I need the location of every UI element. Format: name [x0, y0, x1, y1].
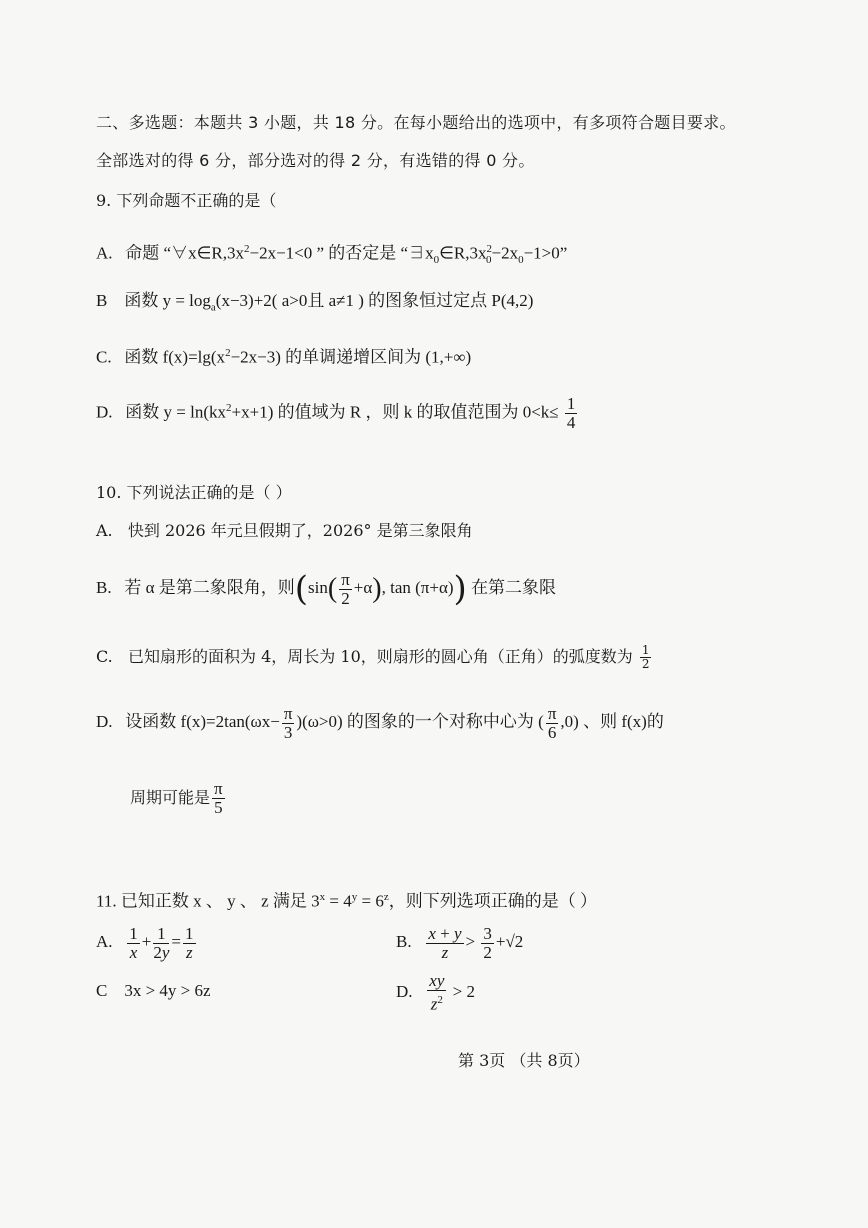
q10-option-d [96, 700, 664, 744]
numerator: xy [429, 971, 445, 991]
denominator: x [129, 942, 138, 962]
tan-text: , tan (π+α) [381, 578, 454, 597]
denominator: 2 [341, 588, 350, 608]
q9-d-text: +x+1) 的值域为 R ，则 k 的取值范围为 0<k≤ [231, 402, 559, 422]
option-label: D. [96, 712, 113, 731]
q10-option-b [96, 566, 556, 611]
fraction [546, 705, 559, 742]
numerator: 1 [641, 643, 650, 657]
q10-b-text: +α [353, 578, 373, 597]
q9-c-text: 函数 f(x)=lg(x [124, 347, 226, 367]
denominator: 5 [214, 798, 223, 817]
q9-d-text: 函数 y = ln(kx [125, 402, 227, 422]
q9-option-a: A. 命题 “$\forall x\in R,3x^2-2x-1<0$ ” 的否定是 “$\exists x_0\in R,3x^2_0-2x_0-1>0$” [96, 243, 568, 267]
left-paren: ( [327, 573, 338, 605]
q10-d-text: 设函数 f(x)=2tan(ωx− [125, 712, 280, 731]
q11-b-text: +√2 [495, 932, 524, 951]
numerator: 1 [129, 923, 138, 943]
q11-d-text: > 2 [452, 982, 475, 1001]
option-label: A. [96, 932, 113, 951]
denominator: 2 [641, 657, 650, 671]
numerator: 1 [153, 925, 169, 944]
numerator: π [547, 703, 557, 723]
q11-stem [96, 886, 597, 913]
q9-a-text: −2x−1<0 ” 的否定是 “∃x [249, 243, 434, 263]
q9-c-text: −2x−3) 的单调递增区间为 (1,+∞) [230, 347, 472, 367]
q9-option-d: D. 函数 $y = \ln(kx^2+x+1)$ 的值域为 R ，则 k 的取值范围为 0<k≤ $\frac{1}{4}$ [96, 394, 576, 433]
q10-a-text: 快到 2026 年元旦假期了，2026° 是第三象限角 [127, 521, 473, 540]
fraction [183, 925, 196, 962]
q11-option-a: A. $\frac{1}{x}$ + $\frac{1}{2y}$ = $\frac{1}{z}$ [96, 923, 194, 962]
option-label: D. [396, 982, 413, 1001]
q10-stem: 10. 下列说法正确的是（ ） [96, 483, 292, 502]
numerator: π [283, 703, 293, 723]
q11-stem-text: 11. 已知正数 x 、 y 、 z 满足 3 [96, 891, 320, 911]
q10-d-text: ,0) 、则 f(x)的 [560, 712, 664, 731]
fraction [212, 780, 225, 817]
denominator: 2y [153, 942, 170, 962]
q9-a-text: −1>0” [523, 243, 568, 263]
numerator: 1 [185, 923, 194, 943]
option-label: C. [96, 647, 113, 666]
q11-option-d [396, 972, 475, 1014]
q11-stem-text: = 4 [325, 891, 352, 911]
q11-c-text: 3x > 4y > 6z [124, 981, 211, 1000]
left-paren: ( [294, 569, 309, 610]
option-label: C [96, 981, 108, 1000]
q11-option-b [396, 922, 523, 962]
fraction [127, 925, 140, 962]
q10-c-text: 已知扇形的面积为 4，周长为 10，则扇形的圆心角（正角）的弧度数为 [128, 647, 633, 666]
denominator: z [441, 942, 449, 962]
numerator: π [341, 569, 350, 589]
denominator: 4 [566, 413, 576, 433]
q9-a-text: −2x [491, 243, 519, 263]
section-title-line1: 二、多选题：本题共 3 小题，共 18 分。在每小题给出的选项中，有多项符合题目要求。 [96, 113, 736, 132]
option-label: A. [96, 243, 113, 263]
denominator: 2 [483, 942, 492, 962]
fraction [426, 925, 463, 962]
numerator: π [214, 779, 223, 798]
q10-b-text: 若 α 是第二象限角，则 [124, 578, 295, 597]
q10-d-text: )(ω>0) 的图象的一个对称中心为 ( [296, 712, 544, 731]
option-label: B [96, 291, 108, 310]
q9-b-text: 函数 y = log [124, 291, 211, 310]
option-label: D. [96, 402, 113, 422]
q11-b-text: > [465, 932, 480, 951]
section-title-line2: 全部选对的得 6 分，部分选对的得 2 分，有选错的得 0 分。 [96, 151, 535, 170]
right-paren: ) [372, 573, 382, 605]
fraction [282, 705, 295, 742]
page-footer: 第 3页 （共 8页） [458, 1051, 590, 1070]
q11-option-c [96, 980, 211, 1002]
q10-option-a [96, 520, 473, 542]
fraction [481, 925, 494, 962]
q10-d-cont-text: 周期可能是 [130, 788, 211, 807]
fraction [427, 972, 446, 1014]
q11-stem-text: = 6 [357, 891, 384, 911]
fraction [153, 925, 169, 962]
q9-option-b [96, 290, 533, 318]
q9-stem: 9. 下列命题不正确的是（ [96, 191, 277, 210]
right-paren: ) [453, 569, 467, 610]
denominator: z [185, 942, 193, 962]
q9-b-text: (x−3)+2( a>0且 a≠1 ) 的图象恒过定点 P(4,2) [215, 291, 534, 310]
exponent: z [383, 891, 389, 903]
sin-text: sin [308, 578, 328, 597]
fraction [339, 571, 352, 608]
q9-b-sub: a [210, 301, 216, 314]
fraction [640, 644, 652, 671]
option-label: C. [96, 347, 112, 367]
option-label: A. [96, 521, 113, 540]
q10-option-c [96, 644, 653, 671]
numerator: 3 [483, 923, 492, 943]
q9-a-text: 命题 “∀x∈R,3x [125, 243, 244, 263]
q10-option-d-cont [130, 776, 227, 820]
option-label: B. [396, 932, 412, 951]
exponent: x [319, 891, 326, 903]
denominator: 3 [283, 722, 293, 742]
fraction [565, 395, 578, 432]
q10-b-text: 在第二象限 [471, 578, 557, 597]
denominator: $z^2$ [430, 994, 443, 1014]
exponent: y [351, 891, 358, 903]
q9-a-text: ∈R,3x [439, 243, 487, 263]
denominator: 6 [547, 722, 557, 742]
q11-stem-text: ，则下列选项正确的是（ ） [388, 891, 597, 911]
q9-option-c: C. 函数 $f(x)=\lg(x^2-2x-3)$ 的单调递增区间为 (1,+∞) [96, 347, 472, 367]
numerator: 1 [566, 394, 576, 414]
option-label: B. [96, 578, 112, 597]
numerator: x + y [428, 923, 462, 943]
